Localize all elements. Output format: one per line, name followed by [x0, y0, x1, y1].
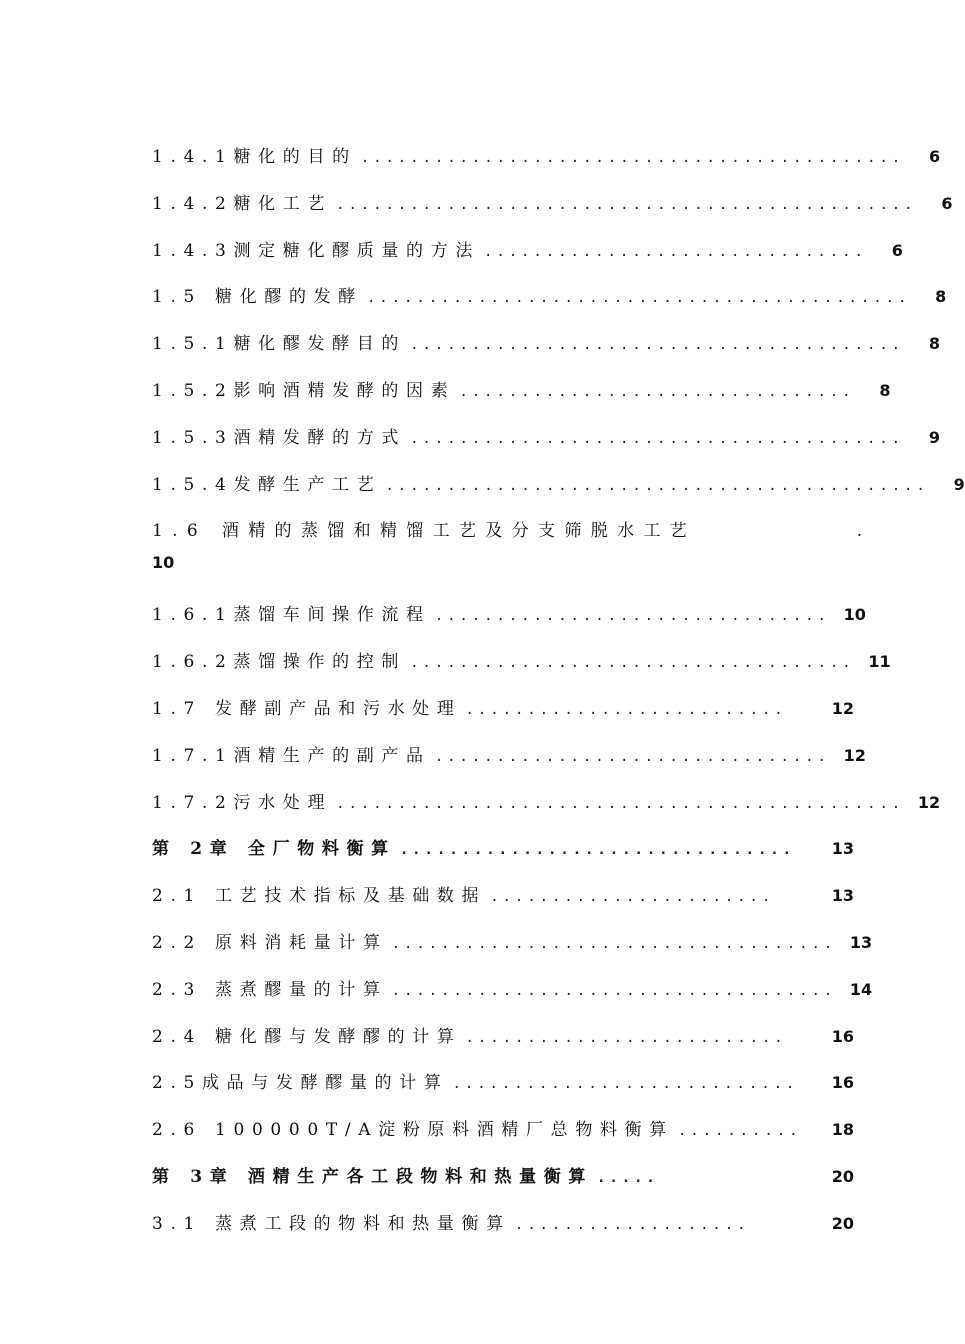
toc-entry-1-5-3[interactable] — [152, 421, 941, 468]
toc-page-number: 12 — [843, 745, 866, 765]
toc-entry-2-1[interactable] — [152, 879, 854, 926]
toc-entry-label: 1.4.1糖化的目的 — [152, 147, 357, 167]
toc-page-number: 10 — [843, 605, 866, 625]
toc-leader-dots: .................................... — [391, 982, 837, 999]
toc-page-number: 20 — [831, 1213, 854, 1233]
toc-leader-dots: ........................................ — [410, 337, 905, 354]
toc-entry-label: 1.7.1酒精生产的副产品 — [152, 745, 431, 766]
toc-entry-label: 1.5.1糖化醪发酵目的 — [152, 334, 407, 355]
toc-page-number: 13 — [849, 932, 873, 952]
toc-entry-1-6-1[interactable] — [152, 598, 866, 645]
toc-entry-line — [152, 514, 862, 548]
toc-entry-1-7[interactable] — [152, 692, 854, 739]
toc-page-number: 16 — [831, 1026, 854, 1046]
toc-page-number: 6 — [941, 193, 953, 213]
toc-page-number: 6 — [928, 147, 941, 166]
toc-page-number: 20 — [831, 1166, 854, 1186]
toc-leader-dots: ............................... — [484, 243, 867, 260]
toc-leader-dots: .......... — [677, 1123, 802, 1140]
toc-entry-1-7-2[interactable] — [152, 786, 941, 833]
toc-entry-2-2[interactable] — [152, 926, 873, 973]
toc-entry-1-4-3[interactable] — [152, 234, 903, 281]
toc-entry-1-5-1[interactable] — [152, 327, 941, 374]
toc-page-number: 8 — [879, 380, 891, 400]
toc-entry-label: 1.7.2污水处理 — [152, 792, 333, 813]
toc-leader-dots: .......................... — [465, 701, 787, 718]
toc-page-number: 14 — [849, 979, 873, 999]
toc-leader-dots: ................................ — [434, 748, 830, 765]
toc-leader-dots: .............................................. — [336, 795, 905, 812]
toc-entry-1-7-1[interactable] — [152, 739, 866, 786]
toc-entry-1-5-4[interactable] — [152, 468, 965, 515]
toc-page-number: 9 — [953, 474, 965, 494]
toc-entry-label: 1.5 糖化醪的发酵 — [152, 287, 363, 308]
toc-leader-dots: ................................ — [434, 608, 830, 625]
toc-entry-label: 2.2 原料消耗量计算 — [152, 932, 388, 953]
toc-entry-label: 2.1 工艺技术指标及基础数据 — [152, 886, 487, 907]
toc-leader-dots: ....................... — [490, 889, 775, 906]
toc-entry-label: 2.4 糖化醪与发酵醪的计算 — [152, 1026, 462, 1047]
toc-leader-dots: ............................................... — [336, 196, 917, 213]
toc-page-number: 8 — [928, 334, 941, 354]
toc-leader-dots: . — [856, 521, 862, 542]
toc-leader-dots: ................................ — [399, 842, 795, 859]
toc-entry-label: 1.4.2糖化工艺 — [152, 193, 333, 214]
toc-entry-chapter-3[interactable] — [152, 1160, 854, 1207]
toc-entry-3-1[interactable] — [152, 1207, 854, 1254]
toc-leader-dots: ........................................ — [410, 430, 905, 447]
toc-entry-2-5[interactable] — [152, 1066, 854, 1113]
toc-entry-label: 1.5.4发酵生产工艺 — [152, 474, 382, 495]
toc-page-number: 13 — [831, 839, 854, 859]
toc-entry-2-4[interactable] — [152, 1020, 854, 1067]
toc-page-number: 16 — [831, 1073, 854, 1093]
toc-entry-2-3[interactable] — [152, 973, 873, 1020]
toc-entry-1-5[interactable] — [152, 280, 947, 327]
toc-entry-label: 1.6.2蒸馏操作的控制 — [152, 652, 407, 673]
toc-leader-dots: .................................... — [410, 655, 855, 672]
toc-entry-1-4-1[interactable] — [152, 140, 941, 187]
toc-leader-dots: ............................................ — [385, 477, 929, 494]
toc-entry-label: 1.5.3酒精发酵的方式 — [152, 427, 407, 448]
toc-page-number: 12 — [831, 698, 854, 718]
toc-entry-label: 2.5成品与发酵醪量的计算 — [152, 1073, 449, 1094]
toc-entry-label: 3.1 蒸煮工段的物料和热量衡算 — [152, 1213, 511, 1234]
table-of-contents — [152, 140, 965, 1254]
toc-leader-dots: ..... — [597, 1169, 659, 1186]
toc-leader-dots: ................................ — [459, 383, 855, 400]
toc-entry-chapter-2[interactable] — [152, 832, 854, 879]
toc-page-number: 11 — [868, 652, 891, 672]
toc-entry-label: 1.7 发酵副产品和污水处理 — [152, 698, 462, 719]
toc-page-number: 12 — [917, 792, 941, 812]
toc-page-number: 18 — [831, 1120, 854, 1140]
toc-entry-label: 第 2章 全厂物料衡算 — [152, 839, 396, 860]
toc-entry-label: 第 3章 酒精生产各工段物料和热量衡算 — [152, 1166, 594, 1187]
toc-entry-1-4-2[interactable] — [152, 187, 953, 234]
toc-page-number: 9 — [928, 427, 941, 447]
toc-entry-label: 1.4.3测定糖化醪质量的方法 — [152, 240, 481, 261]
toc-entry-1-6-2[interactable] — [152, 645, 891, 692]
toc-leader-dots: .......................... — [465, 1029, 787, 1046]
toc-entry-label: 2.3 蒸煮醪量的计算 — [152, 979, 388, 1000]
toc-entry-label: 1.5.2影响酒精发酵的因素 — [152, 380, 456, 401]
toc-entry-1-6[interactable] — [152, 514, 862, 598]
toc-entry-2-6[interactable] — [152, 1113, 854, 1160]
toc-entry-label: 1.6.1蒸馏车间操作流程 — [152, 605, 431, 626]
toc-page-number: 8 — [935, 287, 947, 307]
toc-leader-dots: ................... — [514, 1216, 750, 1233]
toc-page-number: 6 — [891, 240, 903, 260]
toc-entry-label: 1.6 酒精的蒸馏和精馏工艺及分支筛脱水工艺 — [152, 521, 697, 542]
toc-leader-dots: ............................................ — [360, 150, 905, 166]
toc-leader-dots: .................................... — [391, 935, 837, 952]
toc-page-number: 10 — [152, 553, 175, 573]
toc-leader-dots: ............................................ — [366, 290, 911, 307]
toc-page-number: 13 — [831, 886, 854, 906]
toc-leader-dots: ............................ — [452, 1076, 799, 1093]
toc-entry-label: 2.6 100000T/A淀粉原料酒精厂总物料衡算 — [152, 1120, 674, 1141]
toc-entry-1-5-2[interactable] — [152, 374, 891, 421]
